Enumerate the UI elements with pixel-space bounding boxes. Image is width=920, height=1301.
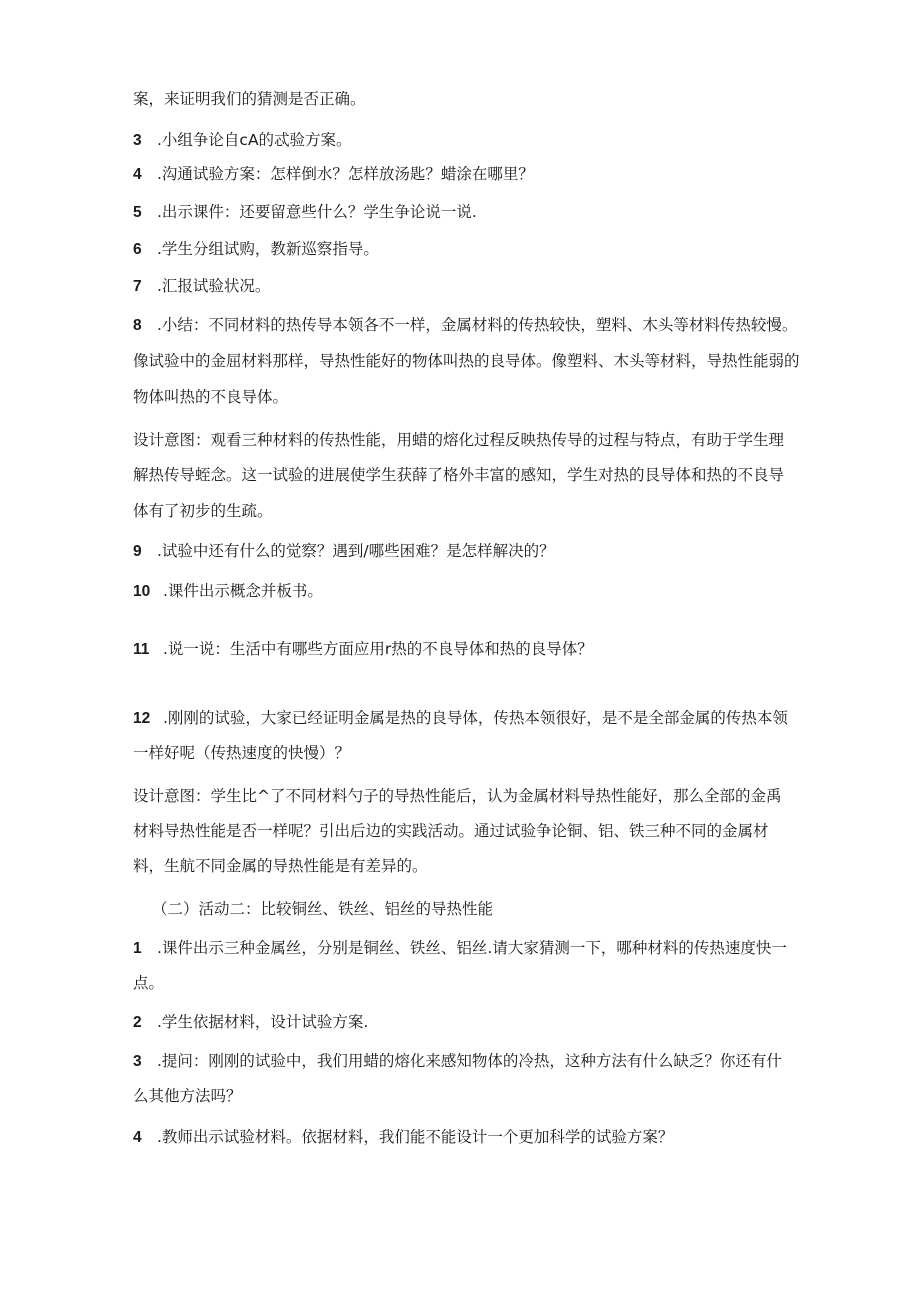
list-item: 12 .刚刚的试验，大家已经证明金属是热的良导体，传热本领很好，是不是全部金属的传热本领 [133,707,803,730]
list-item: 2 .学生依据材料，设计试验方案. [133,1011,803,1034]
list-number: 11 [133,641,150,658]
list-number: 12 [133,710,151,727]
list-number: 8 [133,317,142,334]
list-number: 4 [133,1129,142,1146]
list-item: 3 .小组争论自cA的忒验方案。 [133,129,803,152]
text-line: 材料导热性能是否一样呢？引出后边的实践活动。通过试验争论铜、铝、铁三种不同的金属材 [133,822,769,840]
list-number: 6 [133,241,142,258]
text-line: 一样好呢（传热速度的快慢）？ [133,744,351,762]
list-item: 7 .汇报试验状况。 [133,275,803,298]
text-line: 体有了初步的生疏。 [133,502,273,520]
list-number: 2 [133,1014,142,1031]
list-item: 6 .学生分组试购，教新巡察指导。 [133,238,803,261]
list-item: 11 .说一说：生活中有哪些方面应用r热的不良导体和热的良导体？ [133,638,803,661]
text-line: 物体叫热的不良导体。 [133,388,289,406]
list-item: 3 .提问：刚刚的试验中，我们用蜡的熔化来感知物体的冷热，这种方法有什么缺乏？你还有什 [133,1050,803,1073]
text-line: 案，来证明我们的猜测是否正确。 [133,90,366,108]
text-line: 点。 [133,974,165,992]
section-heading: （二）活动二：比较铜丝、铁丝、铝丝的导热性能 [152,900,494,918]
text-line: 料，生航不同金属的导热性能是有差异的。 [133,857,428,875]
list-number: 3 [133,132,142,149]
list-item: 1 .课件出示三种金属丝，分别是铜丝、铁丝、铝丝.请大家猜测一下，哪种材料的传热速度快一 [133,937,803,960]
list-item: 8 .小结：不同材料的热传导本领各不一样，金属材料的传热较快，塑料、木头等材料传热较慢。 [133,314,803,337]
list-number: 5 [133,204,142,221]
text-line: 设计意图：学生比^了不同材料勺子的导热性能后，认为金属材料导热性能好，那么全部的金禹 [133,787,782,805]
list-number: 4 [133,166,142,183]
list-item: 5 .出示课件：还要留意些什么？学生争论说一说. [133,201,803,224]
list-item: 4 .教师出示试验材料。依据材料，我们能不能设计一个更加科学的试验方案？ [133,1126,803,1149]
list-item: 9 .试验中还有什么的觉察？遇到/哪些困难？是怎样解决的？ [133,540,803,563]
list-number: 7 [133,278,142,295]
list-item: 10 .课件出示概念并板书。 [133,580,803,603]
text-line: 解热传导蛭念。这一试验的进展使学生获薛了格外丰富的感知，学生对热的艮导体和热的不良导 [133,466,785,484]
list-number: 1 [133,940,142,957]
text-line: 设计意图：观看三种材料的传热性能，用蜡的熔化过程反映热传导的过程与特点，有助于学生理 [133,431,785,449]
list-number: 3 [133,1053,142,1070]
list-number: 9 [133,543,142,560]
list-number: 10 [133,583,151,600]
text-line: 像试验中的金屈材料那样，导热性能好的物体叫热的良导体。像塑料、木头等材料，导热性能弱的 [133,352,800,370]
text-line: 么其他方法吗？ [133,1087,242,1105]
list-item: 4 .沟通试验方案：怎样倒水？怎样放汤匙？蜡涂在哪里？ [133,163,803,186]
